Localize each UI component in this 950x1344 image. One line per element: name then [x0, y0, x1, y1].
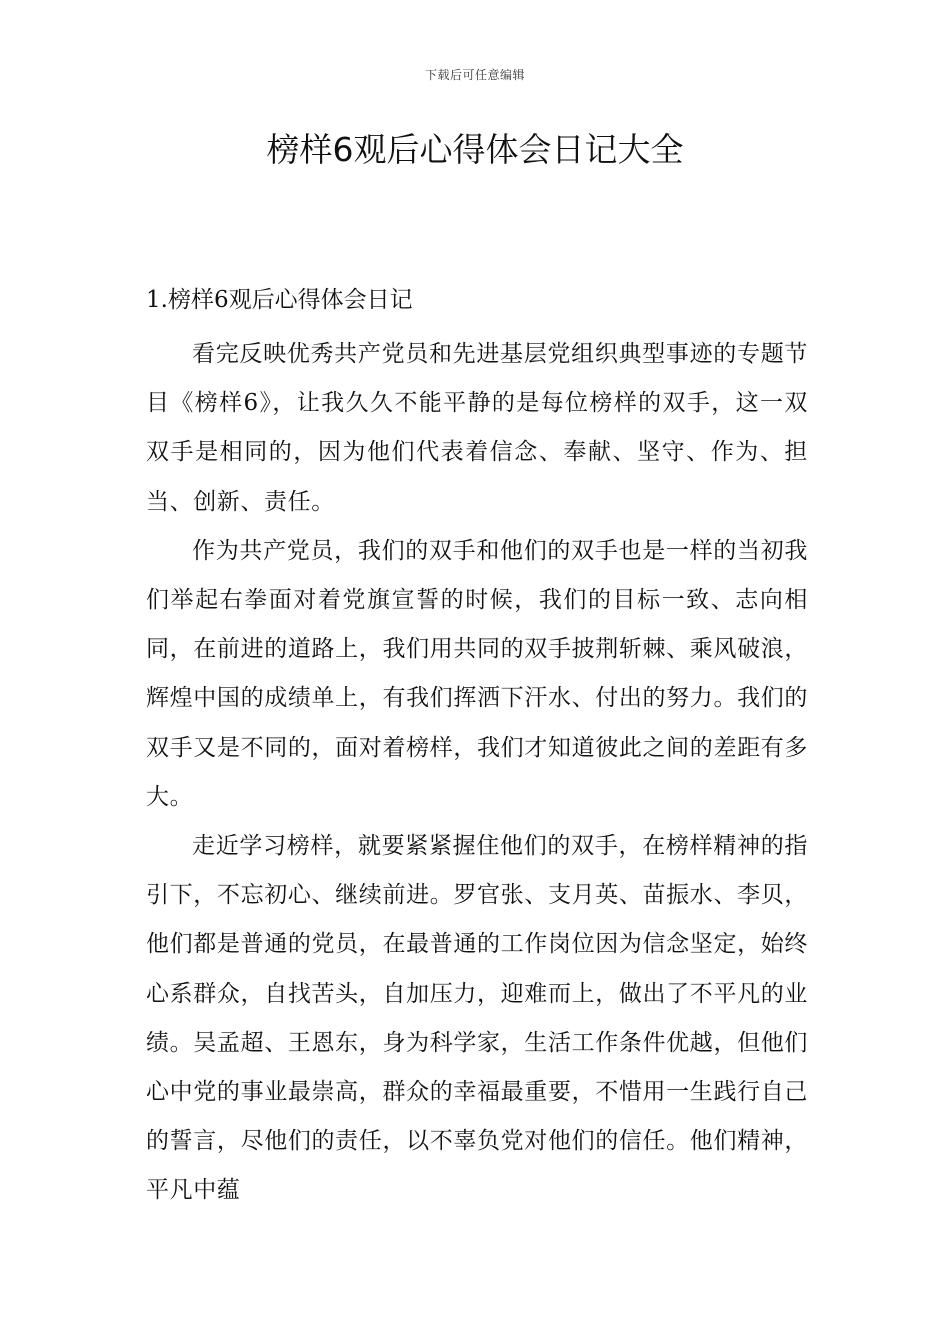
header-note: 下载后可任意编辑: [424, 68, 525, 82]
paragraph-2: 作为共产党员，我们的双手和他们的双手也是一样的当初我们举起右拳面对着党旗宣誓的时候，我们的目标一致、志向相同，在前进的道路上，我们用共同的双手披荆斩棘、乘风破浪，辉煌中国的成绩单上，有我们挥洒下汗水、付出的努力。我们的双手又是不同的，面对着榜样，我们才知道彼此之间的差距有多大。: [146, 537, 808, 810]
document-body: [146, 330, 808, 1216]
paragraph-1: 看完反映优秀共产党员和先进基层党组织典型事迹的专题节目《榜样6》，让我久久不能平静的是每位榜样的双手，这一双双手是相同的，因为他们代表着信念、奉献、坚守、作为、担当、创新、责任。: [146, 341, 808, 515]
document-title: 榜样6观后心得体会日记大全: [266, 130, 684, 169]
paragraph-3: 走近学习榜样，就要紧紧握住他们的双手，在榜样精神的指引下，不忘初心、继续前进。罗官张、支月英、苗振水、李贝，他们都是普通的党员，在最普通的工作岗位因为信念坚定，始终心系群众，自找苦头，自加压力，迎难而上，做出了不平凡的业绩。吴孟超、王恩东，身为科学家，生活工作条件优越，但他们心中党的事业最崇高，群众的幸福最重要，不惜用一生践行自己的誓言，尽他们的责任，以不辜负党对他们的信任。他们精神，平凡中蕴: [146, 833, 808, 1204]
section-heading: 1.榜样6观后心得体会日记: [146, 287, 413, 313]
